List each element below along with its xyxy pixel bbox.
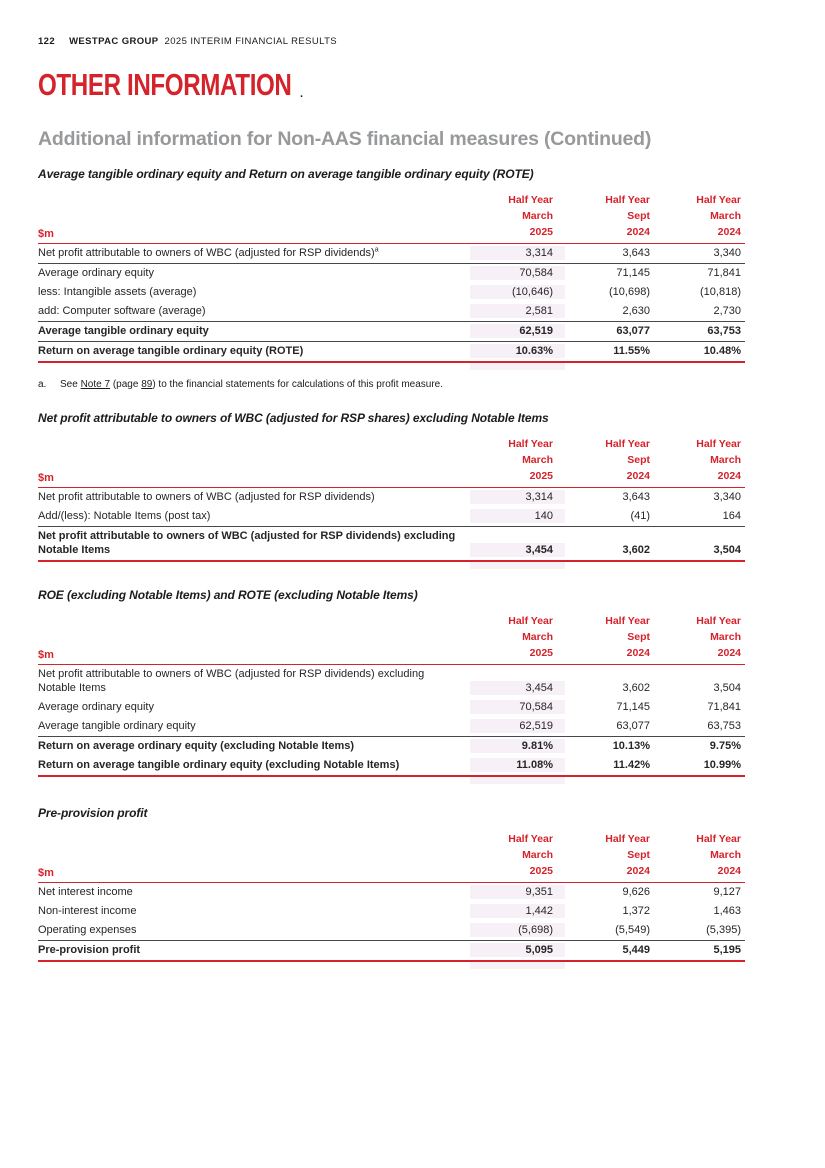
table-row <box>38 717 745 737</box>
table-row <box>38 342 745 363</box>
value-cell: (5,698) <box>470 923 565 937</box>
value-cell: 63,753 <box>707 720 741 732</box>
value-cell: 5,195 <box>713 944 741 956</box>
column-header <box>650 192 745 240</box>
section-pre-provision-profit <box>38 806 745 969</box>
table-header-row <box>38 436 745 488</box>
row-label: Return on average tangible ordinary equity (ROTE) <box>38 345 304 357</box>
column-header-line: Sept <box>627 849 650 861</box>
report-edition: 2025 INTERIM FINANCIAL RESULTS <box>164 36 338 47</box>
row-label: Net profit attributable to owners of WBC (adjusted for RSP dividends) excluding Notable Items <box>38 530 456 556</box>
value-cell: 9,626 <box>622 886 650 898</box>
highlight-column-overhang <box>470 777 565 784</box>
financial-table <box>38 192 745 370</box>
value-cell: 2,630 <box>622 305 650 317</box>
column-header-line: Half Year <box>508 615 553 627</box>
brand-name: WESTPAC GROUP <box>69 36 159 47</box>
column-header-line: March <box>710 454 741 466</box>
table-row <box>38 883 745 902</box>
column-header-line: Half Year <box>508 438 553 450</box>
value-cell: 2,730 <box>713 305 741 317</box>
value-cell: 11.55% <box>613 345 650 357</box>
table-row <box>38 302 745 322</box>
column-header-line: March <box>522 849 553 861</box>
value-cell: 164 <box>722 510 741 522</box>
value-cell: (5,549) <box>615 924 650 936</box>
column-header-line: 2024 <box>626 865 650 877</box>
value-cell: 71,145 <box>616 701 650 713</box>
financial-table <box>38 613 745 784</box>
value-cell: 71,145 <box>616 267 650 279</box>
table-row <box>38 665 745 698</box>
table-header-row <box>38 192 745 244</box>
value-cell: 63,753 <box>707 325 741 337</box>
value-cell: 71,841 <box>707 267 741 279</box>
column-header <box>650 436 745 484</box>
value-cell: 2,581 <box>470 304 565 318</box>
row-label: Net profit attributable to owners of WBC (adjusted for RSP dividends)$^a$ <box>38 246 379 259</box>
row-label: Net profit attributable to owners of WBC (adjusted for RSP dividends) excluding Notable Items <box>38 668 425 694</box>
column-header-line: 2024 <box>626 226 650 238</box>
highlight-column-overhang <box>470 363 565 370</box>
value-cell: 3,504 <box>713 682 741 694</box>
value-cell: 62,519 <box>470 719 565 733</box>
value-cell: 140 <box>470 509 565 523</box>
value-cell: 3,340 <box>713 491 741 503</box>
highlight-column-overhang <box>470 962 565 969</box>
column-header-line: 2024 <box>626 647 650 659</box>
column-header <box>470 436 565 484</box>
column-header-line: 2024 <box>626 470 650 482</box>
row-label: Average tangible ordinary equity <box>38 720 196 732</box>
column-header-line: Half Year <box>696 194 741 206</box>
value-cell: 71,841 <box>707 701 741 713</box>
value-cell: 3,340 <box>713 247 741 259</box>
row-label: Average tangible ordinary equity <box>38 325 209 337</box>
column-header-line: Half Year <box>605 615 650 627</box>
column-header-line: March <box>710 849 741 861</box>
value-cell: 3,454 <box>470 681 565 695</box>
value-cell: 70,584 <box>470 700 565 714</box>
column-header-line: Half Year <box>605 194 650 206</box>
column-header-line: Half Year <box>605 438 650 450</box>
value-cell: 1,463 <box>713 905 741 917</box>
value-cell: 63,077 <box>616 325 650 337</box>
column-header-line: 2025 <box>529 865 553 877</box>
value-cell: 10.99% <box>703 759 741 771</box>
column-header-line: 2024 <box>717 226 741 238</box>
footnote-marker: a. <box>38 379 47 390</box>
row-label: Operating expenses <box>38 924 137 936</box>
column-header-line: Half Year <box>696 833 741 845</box>
table-header-row <box>38 613 745 665</box>
column-header-line: Sept <box>627 631 650 643</box>
row-label: Return on average ordinary equity (excluding Notable Items) <box>38 740 355 752</box>
section-roe-rote-excl-notable <box>38 588 745 784</box>
section-average-tangible-equity <box>38 167 745 370</box>
value-cell: 11.42% <box>613 759 650 771</box>
column-header-line: Sept <box>627 454 650 466</box>
table-body <box>38 665 745 777</box>
value-cell: 3,643 <box>622 491 650 503</box>
column-header-line: March <box>710 631 741 643</box>
column-header <box>565 436 650 484</box>
column-header <box>470 192 565 240</box>
table-body <box>38 244 745 363</box>
table-row <box>38 322 745 342</box>
page-content <box>38 36 745 969</box>
column-header-line: Half Year <box>605 833 650 845</box>
table-title: Pre-provision profit <box>38 806 148 820</box>
value-cell: 5,449 <box>622 944 650 956</box>
value-cell: 9,127 <box>713 886 741 898</box>
row-label: Return on average tangible ordinary equity (excluding Notable Items) <box>38 759 400 771</box>
value-cell: 10.63% <box>470 344 565 358</box>
table-title: Net profit attributable to owners of WBC (adjusted for RSP shares) excluding Notable Items <box>38 411 549 425</box>
section-net-profit-excl-notable <box>38 411 745 569</box>
column-header-line: 2024 <box>717 865 741 877</box>
column-header <box>565 831 650 879</box>
footnote-text: See Note 7 (page 89) to the financial statements for calculations of this profit measure. <box>60 379 444 390</box>
table-row <box>38 756 745 777</box>
column-header-line: March <box>522 210 553 222</box>
value-cell: 3,643 <box>622 247 650 259</box>
table-title: ROE (excluding Notable Items) and ROTE (excluding Notable Items) <box>38 588 418 602</box>
value-cell: 3,602 <box>622 682 650 694</box>
table-row <box>38 941 745 962</box>
column-header-line: March <box>522 631 553 643</box>
table-header-row <box>38 831 745 883</box>
table-body <box>38 883 745 962</box>
row-label: Average ordinary equity <box>38 267 154 279</box>
column-header <box>470 831 565 879</box>
column-header-line: March <box>710 210 741 222</box>
value-cell: (10,818) <box>700 286 741 298</box>
value-cell: 9,351 <box>470 885 565 899</box>
page-89-link[interactable]: 89 <box>141 379 153 390</box>
highlight-column-overhang <box>470 562 565 569</box>
value-cell: 3,314 <box>470 490 565 504</box>
column-header-line: 2024 <box>717 470 741 482</box>
column-header-line: Half Year <box>508 833 553 845</box>
value-cell: 3,504 <box>713 544 741 556</box>
column-header-line: 2024 <box>717 647 741 659</box>
column-header <box>565 192 650 240</box>
value-cell: 3,314 <box>470 246 565 260</box>
value-cell: 10.13% <box>612 740 650 752</box>
row-label: Add/(less): Notable Items (post tax) <box>38 510 211 522</box>
value-cell: 9.75% <box>709 740 741 752</box>
table-row <box>38 488 745 507</box>
section-heading: Additional information for Non-AAS financial measures (Continued) <box>38 128 652 150</box>
value-cell: 63,077 <box>616 720 650 732</box>
column-header-line: 2025 <box>529 470 553 482</box>
running-header <box>38 36 745 47</box>
column-header-line: 2025 <box>529 226 553 238</box>
column-header-line: Half Year <box>696 438 741 450</box>
value-cell: 1,442 <box>470 904 565 918</box>
table-row <box>38 264 745 283</box>
value-cell: 62,519 <box>470 324 565 338</box>
table-row <box>38 902 745 921</box>
value-cell: 5,095 <box>470 943 565 957</box>
column-header-line: March <box>522 454 553 466</box>
row-label: Net interest income <box>38 886 133 898</box>
table-row <box>38 507 745 527</box>
value-cell: 9.81% <box>470 739 565 753</box>
financial-table <box>38 436 745 569</box>
value-cell: 10.48% <box>703 345 741 357</box>
page-number: 122 <box>38 36 56 47</box>
column-header-line: Sept <box>627 210 650 222</box>
value-cell: (10,698) <box>609 286 650 298</box>
footnote-reference: a <box>374 246 379 254</box>
row-label: Non-interest income <box>38 905 137 917</box>
table-row <box>38 244 745 264</box>
column-header <box>650 613 745 661</box>
value-cell: (41) <box>630 510 650 522</box>
row-label: less: Intangible assets (average) <box>38 286 197 298</box>
page-title: OTHER INFORMATION <box>38 67 292 102</box>
column-header-line: 2025 <box>529 647 553 659</box>
column-header <box>470 613 565 661</box>
table-row <box>38 283 745 302</box>
table-body <box>38 488 745 562</box>
value-cell: (10,646) <box>470 285 565 299</box>
table-row <box>38 737 745 756</box>
unit-label: $m <box>38 867 54 879</box>
value-cell: 1,372 <box>622 905 650 917</box>
table-row <box>38 698 745 717</box>
unit-label: $m <box>38 472 54 484</box>
column-header-line: Half Year <box>696 615 741 627</box>
table-row <box>38 921 745 941</box>
unit-label: $m <box>38 228 54 240</box>
stray-period: . <box>300 88 304 100</box>
table-title: Average tangible ordinary equity and Return on average tangible ordinary equity (ROTE) <box>38 167 534 181</box>
row-label: Net profit attributable to owners of WBC (adjusted for RSP dividends) <box>38 491 375 503</box>
financial-table <box>38 831 745 969</box>
row-label: Pre-provision profit <box>38 944 141 956</box>
row-label: Average ordinary equity <box>38 701 154 713</box>
column-header <box>650 831 745 879</box>
footnote <box>38 379 745 390</box>
row-label: add: Computer software (average) <box>38 305 206 317</box>
note-7-link[interactable]: Note 7 <box>80 379 111 390</box>
value-cell: 70,584 <box>470 266 565 280</box>
value-cell: 3,454 <box>470 543 565 557</box>
value-cell: (5,395) <box>706 924 741 936</box>
column-header <box>565 613 650 661</box>
column-header-line: Half Year <box>508 194 553 206</box>
unit-label: $m <box>38 649 54 661</box>
value-cell: 11.08% <box>470 758 565 772</box>
value-cell: 3,602 <box>622 544 650 556</box>
table-row <box>38 527 745 562</box>
